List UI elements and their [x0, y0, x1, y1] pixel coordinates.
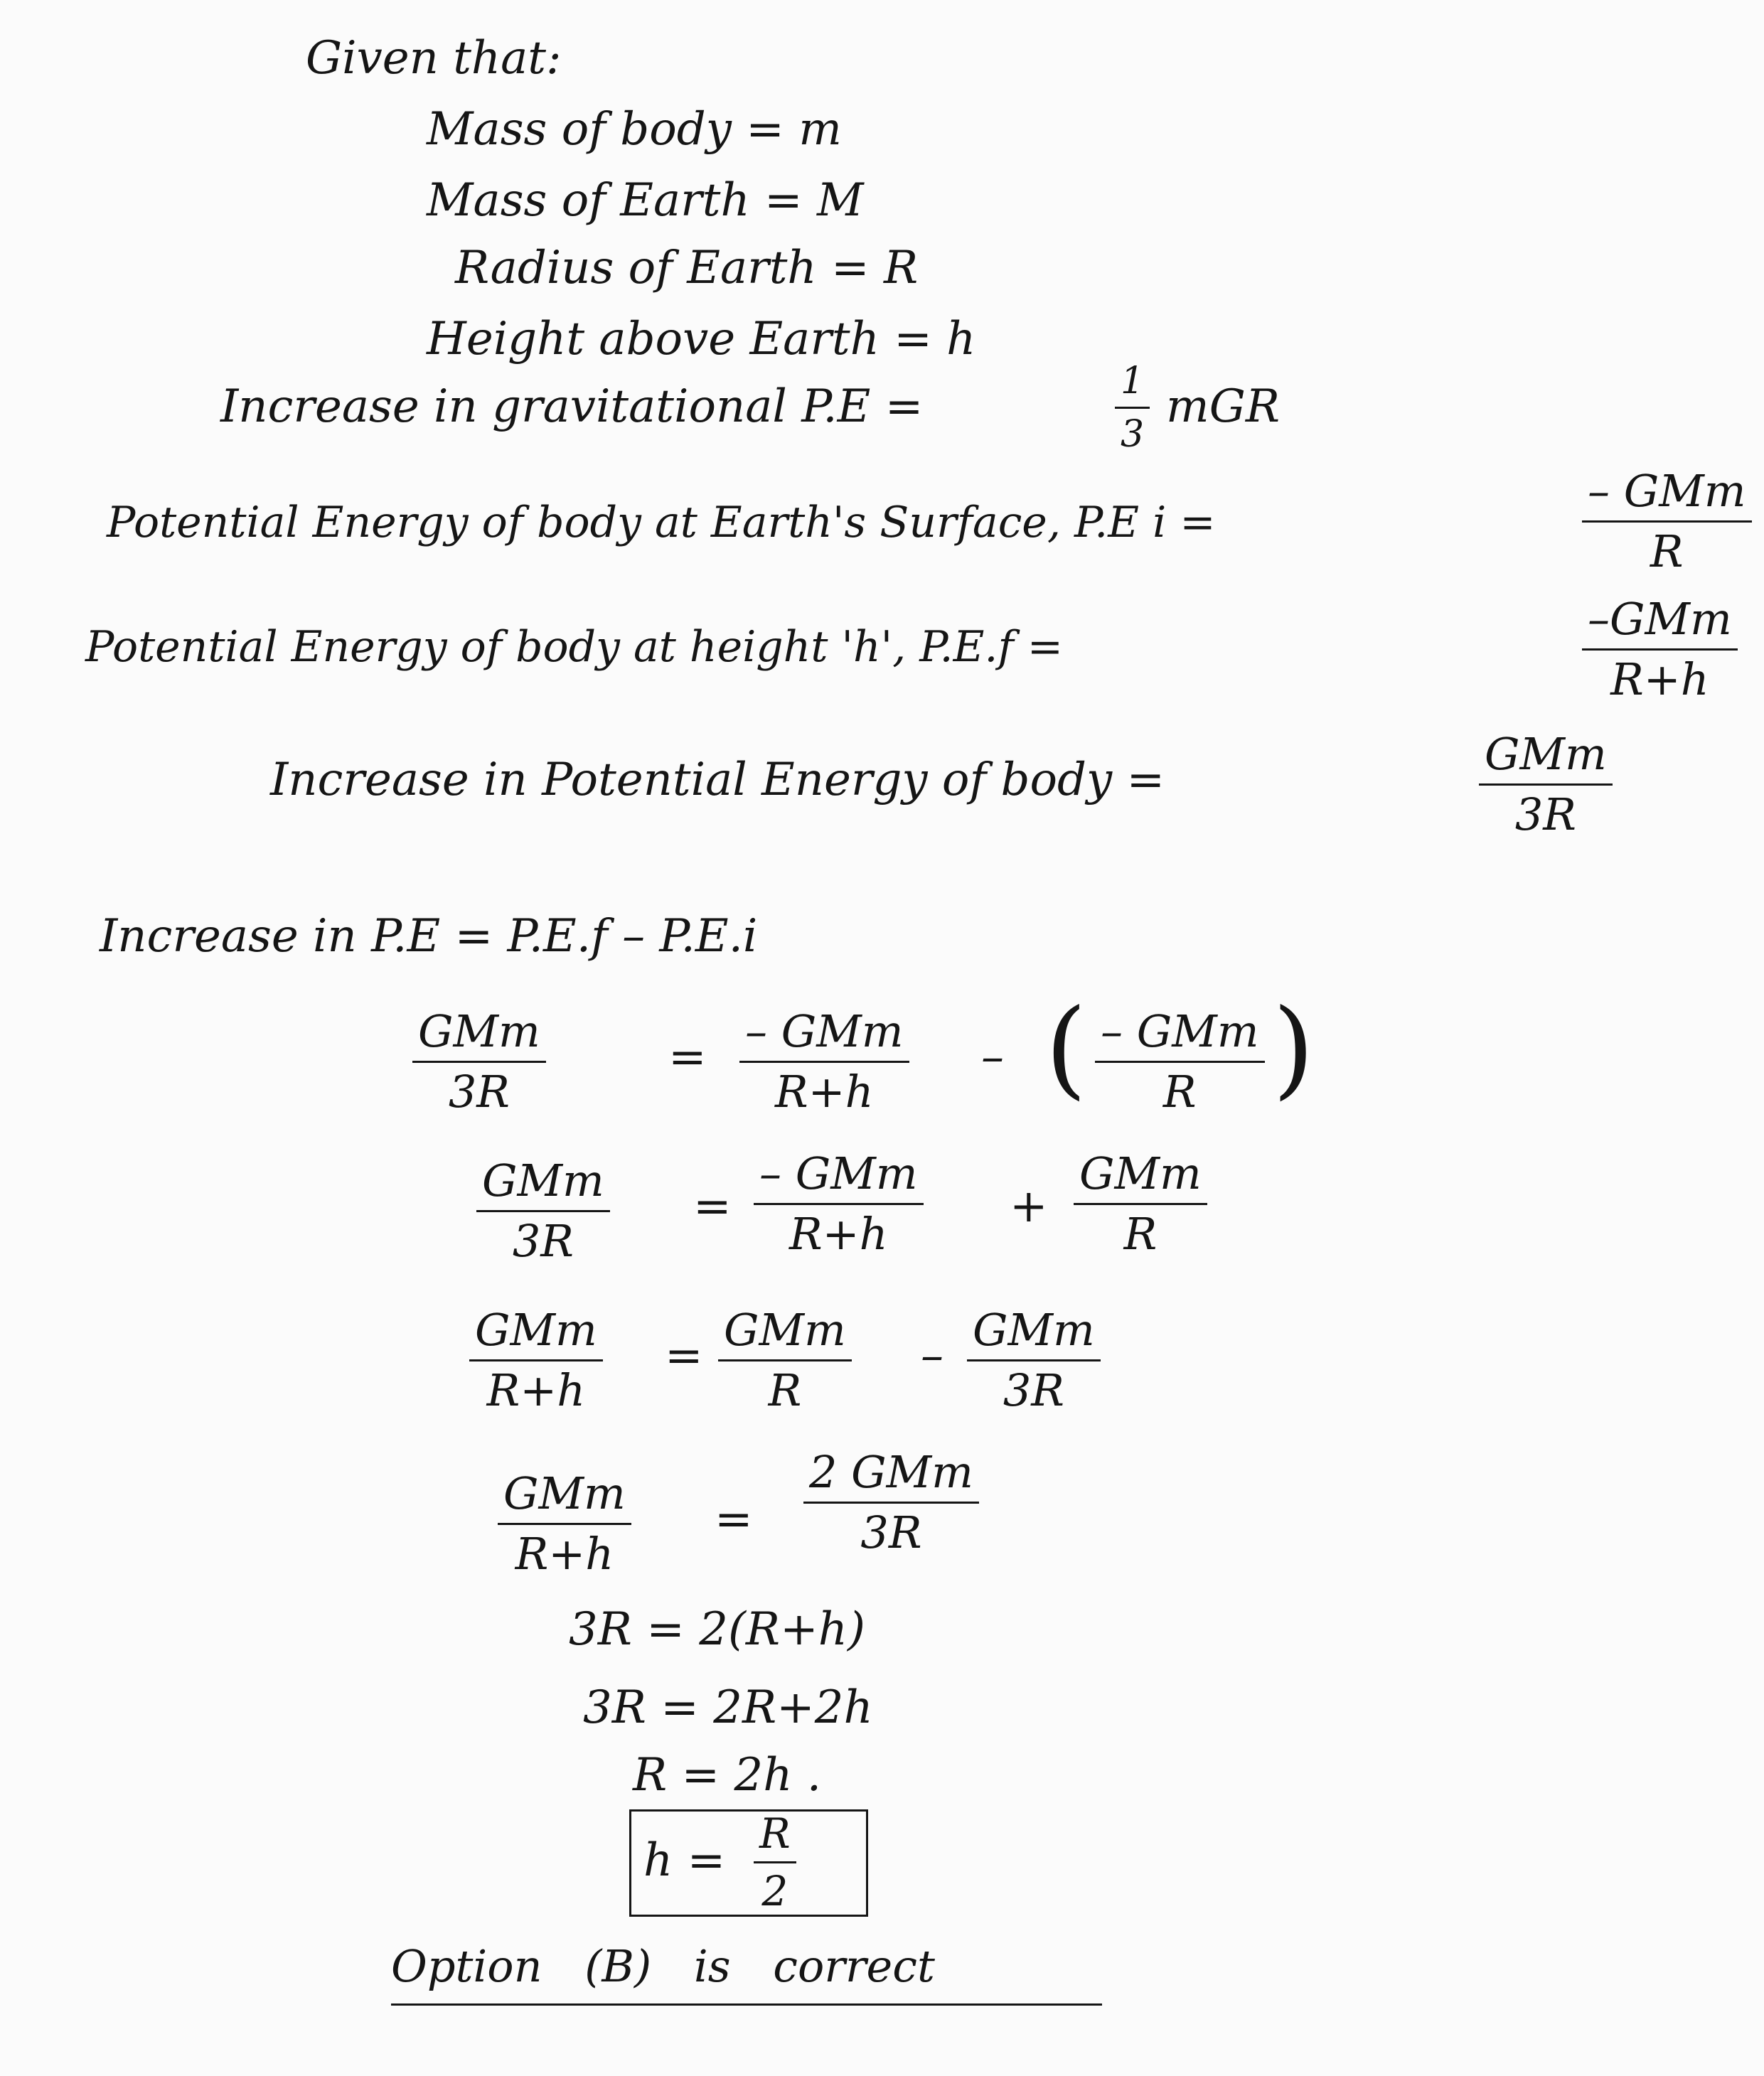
- derivation-line2-term1: [754, 1147, 924, 1260]
- given-heading: Given that:: [306, 32, 562, 85]
- fraction-denominator: R+h: [1610, 653, 1709, 705]
- derivation-line3-term2: [967, 1304, 1101, 1416]
- fraction-denominator: R: [768, 1364, 802, 1416]
- fraction-numerator: – GMm: [1582, 469, 1752, 523]
- derivation-line2-equals: =: [693, 1180, 732, 1233]
- fraction-denominator: R+h: [515, 1528, 614, 1580]
- fraction-denominator: R: [1123, 1208, 1158, 1260]
- derivation-line1-open-paren: (: [1045, 987, 1087, 1111]
- fraction-numerator: GMm: [1074, 1152, 1207, 1205]
- given-increase-pe: Increase in gravitational P.E =: [220, 380, 924, 433]
- derivation-line4-lhs: [498, 1467, 631, 1580]
- fraction-denominator: R: [1650, 525, 1684, 577]
- fraction-numerator: – GMm: [1095, 1010, 1265, 1063]
- fraction-numerator: GMm: [718, 1308, 852, 1361]
- fraction-numerator: – GMm: [754, 1152, 924, 1205]
- fraction-numerator: GMm: [967, 1308, 1101, 1361]
- fraction-numerator: GMm: [498, 1472, 631, 1525]
- pe-surface-statement: Potential Energy of body at Earth's Surface, P.E i =: [107, 498, 1216, 547]
- fraction-denominator: 3R: [860, 1507, 922, 1558]
- pe-surface-fraction: [1582, 465, 1752, 577]
- derivation-line4-rhs: [803, 1446, 979, 1558]
- given-increase-pe-suffix: mGR: [1166, 380, 1280, 433]
- result-fraction: [754, 1809, 796, 1915]
- fraction-denominator: R+h: [486, 1364, 586, 1416]
- fraction-numerator: –GMm: [1582, 597, 1738, 651]
- fraction-denominator: 3R: [1514, 788, 1576, 840]
- fraction-numerator: GMm: [1479, 732, 1613, 786]
- derivation-line3-term1: [718, 1304, 852, 1416]
- derivation-line1-lhs: [412, 1005, 546, 1118]
- given-increase-pe-fraction: [1115, 360, 1150, 456]
- derivation-line1-close-paren: ): [1273, 987, 1315, 1111]
- given-height: Height above Earth = h: [427, 313, 976, 365]
- fraction-denominator: 2: [761, 1867, 789, 1915]
- derivation-line6: 3R = 2R+2h: [583, 1681, 873, 1734]
- given-mass-earth: Mass of Earth = M: [427, 174, 864, 227]
- pe-increase-fraction: [1479, 728, 1613, 840]
- derivation-line1-equals: =: [668, 1031, 707, 1084]
- pe-height-statement: Potential Energy of body at height 'h', P.E.f =: [85, 622, 1063, 672]
- derivation-line2-lhs: [476, 1155, 610, 1267]
- fraction-denominator: 3R: [448, 1066, 510, 1118]
- derivation-line1-term2: [1095, 1005, 1265, 1118]
- fraction-denominator: R: [1162, 1066, 1197, 1118]
- conclusion: Option (B) is correct: [391, 1940, 935, 1992]
- derivation-line3-lhs: [469, 1304, 603, 1416]
- derivation-line5: 3R = 2(R+h): [569, 1603, 865, 1656]
- fraction-numerator: GMm: [476, 1159, 610, 1212]
- derivation-line2-plus: +: [1010, 1180, 1048, 1233]
- fraction-numerator: R: [754, 1813, 796, 1863]
- fraction-numerator: GMm: [412, 1010, 546, 1063]
- derivation-line1-term1: [739, 1005, 909, 1118]
- fraction-numerator: 2 GMm: [803, 1450, 979, 1504]
- given-radius: Radius of Earth = R: [455, 242, 919, 294]
- fraction-denominator: 3R: [1003, 1364, 1064, 1416]
- fraction-numerator: 1: [1115, 363, 1150, 409]
- fraction-numerator: – GMm: [739, 1010, 909, 1063]
- fraction-numerator: GMm: [469, 1308, 603, 1361]
- derivation-line4-equals: =: [715, 1493, 753, 1546]
- conclusion-underline: [391, 2003, 1102, 2006]
- given-mass-body: Mass of body = m: [427, 103, 842, 156]
- fraction-denominator: R+h: [774, 1066, 874, 1118]
- derivation-line3-equals: =: [665, 1329, 703, 1382]
- derivation-line1-minus: –: [981, 1031, 1004, 1084]
- derivation-line2-term2: [1074, 1147, 1207, 1260]
- pe-height-fraction: [1582, 593, 1738, 705]
- fraction-denominator: 3: [1121, 413, 1145, 456]
- derivation-line7: R = 2h .: [633, 1749, 822, 1802]
- pe-increase-statement: Increase in Potential Energy of body =: [270, 754, 1165, 806]
- result-lhs: h =: [643, 1834, 726, 1887]
- derivation-header: Increase in P.E = P.E.f – P.E.i: [100, 910, 758, 963]
- derivation-line3-minus: –: [921, 1329, 944, 1382]
- fraction-denominator: R+h: [789, 1208, 888, 1260]
- fraction-denominator: 3R: [512, 1215, 574, 1267]
